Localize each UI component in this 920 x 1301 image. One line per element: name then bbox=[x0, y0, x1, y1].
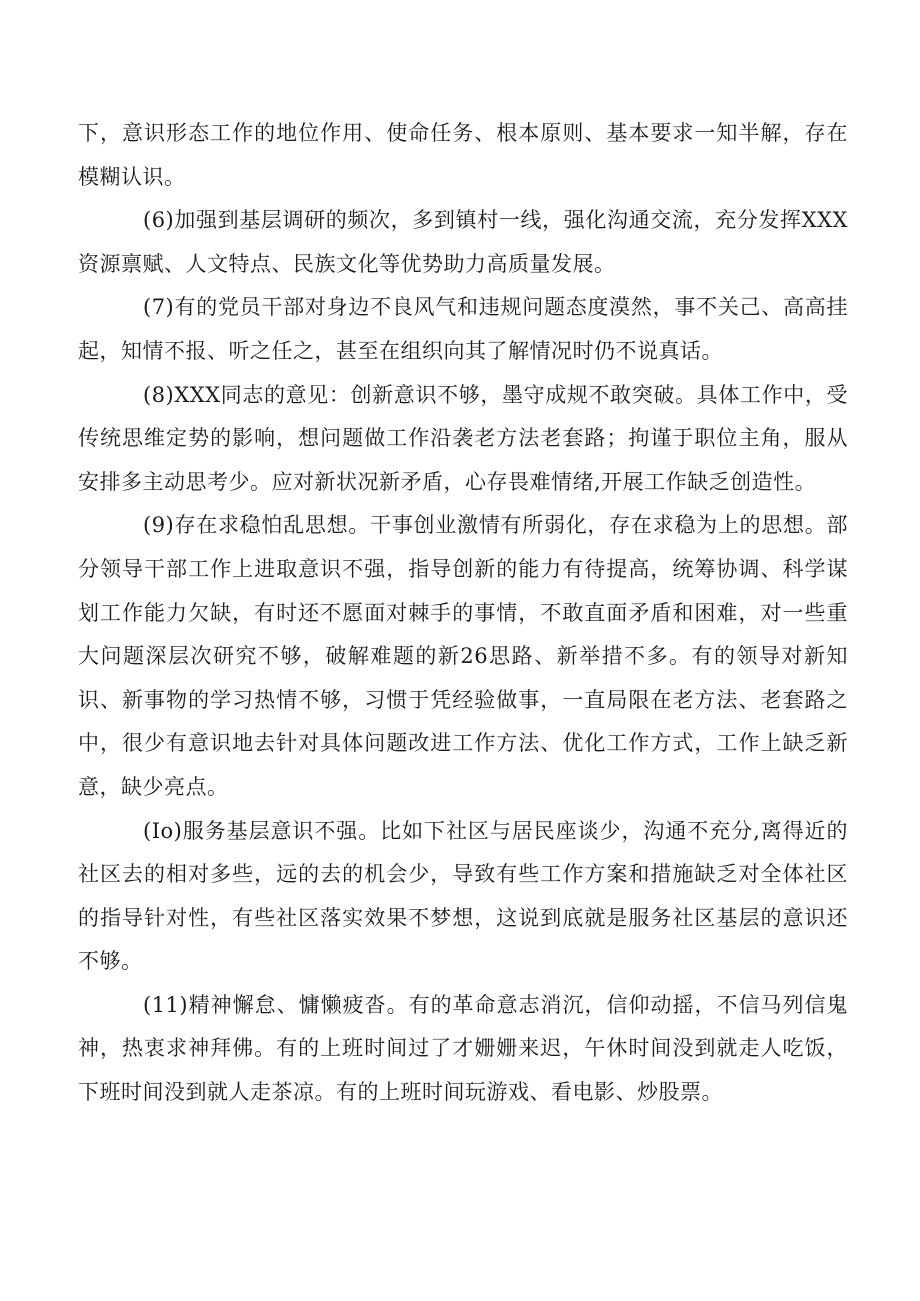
paragraph-item-11: (11)精神懈怠、慵懒疲沓。有的革命意志消沉，信仰动摇，不信马列信鬼神，热衷求神拜佛。有的上班时间过了才姗姗来迟，午休时间没到就走人吃饭，下班时间没到就人走茶凉。有的上班时间玩游戏、看电影、炒股票。 bbox=[78, 992, 848, 1105]
paragraph-item-6: (6)加强到基层调研的频次，多到镇村一线，强化沟通交流，充分发挥XXX资源禀赋、人文特点、民族文化等优势助力高质量发展。 bbox=[78, 208, 848, 276]
paragraph-item-9: (9)存在求稳怕乱思想。干事创业激情有所弱化，存在求稳为上的思想。部分领导干部工作上进取意识不强，指导创新的能力有待提高，统筹协调、科学谋划工作能力欠缺，有时还不愿面对棘手的事情，不敢直面矛盾和困难，对一些重大问题深层次研究不够，破解难题的新26思路、新举措不多。有的领导对新知识、新事物的学习热情不够，习惯于凭经验做事，一直局限在老方法、老套路之中，很少有意识地去针对具体问题改进工作方法、优化工作方式，工作上缺乏新意，缺少亮点。 bbox=[78, 513, 848, 799]
paragraph-item-7: (7)有的党员干部对身边不良风气和违规问题态度漠然，事不关己、高高挂起，知情不报、听之任之，甚至在组织向其了解情况时仍不说真话。 bbox=[78, 295, 848, 363]
paragraph-continuation: 下，意识形态工作的地位作用、使命任务、根本原则、基本要求一知半解，存在模糊认识。 bbox=[78, 121, 848, 189]
document-body bbox=[78, 112, 848, 1115]
paragraph-item-8: (8)XXX同志的意见：创新意识不够，墨守成规不敢突破。具体工作中，受传统思维定势的影响，想问题做工作沿袭老方法老套路；拘谨于职位主角，服从安排多主动思考少。应对新状况新矛盾，心存畏难情绪,开展工作缺乏创造性。 bbox=[78, 382, 848, 494]
paragraph-item-10: (Io)服务基层意识不强。比如下社区与居民座谈少，沟通不充分,离得近的社区去的相对多些，远的去的机会少，导致有些工作方案和措施缺乏对全体社区的指导针对性，有些社区落实效果不梦想，这说到底就是服务社区基层的意识还不够。 bbox=[78, 818, 848, 974]
